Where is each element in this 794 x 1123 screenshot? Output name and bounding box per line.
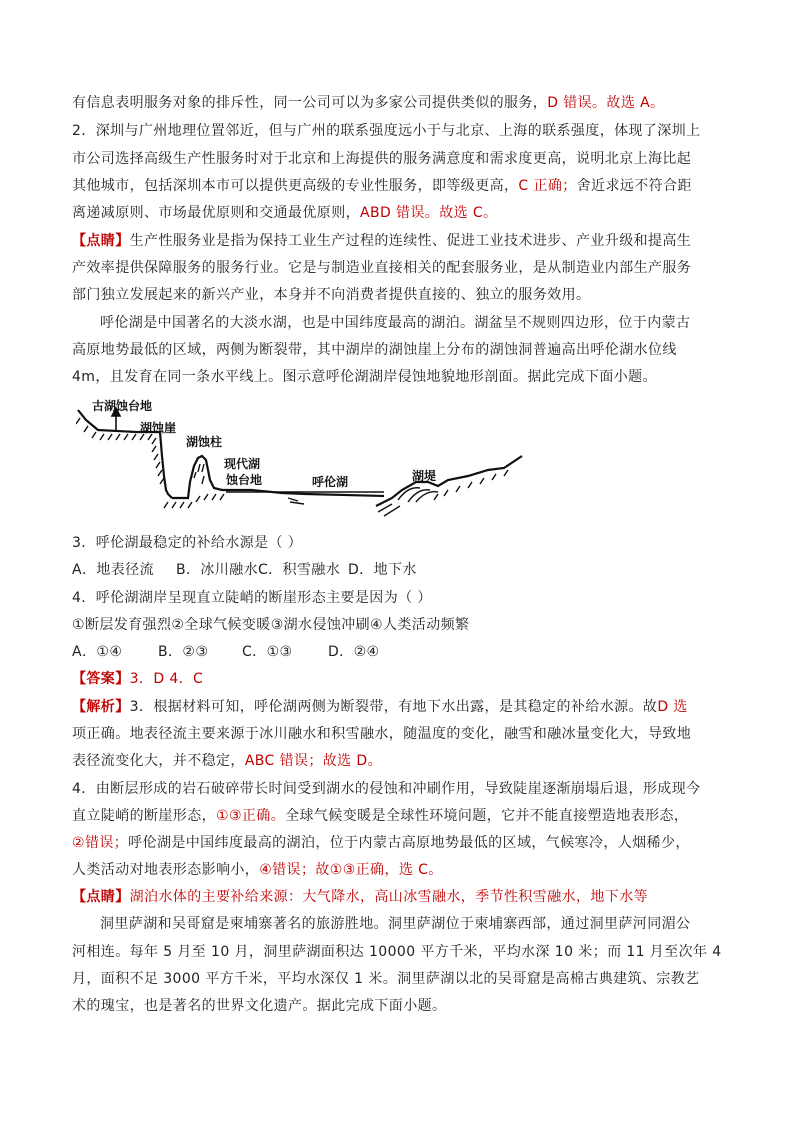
passage-1-line-3: 4m，且发育在同一条水平线上。图示意呼伦湖湖岸侵蚀地貌地形剖面。据此完成下面小题。 xyxy=(72,369,657,385)
analysis-tag: 【解析】 xyxy=(72,699,130,715)
passage-2-line-2: 河相连。每年 5 月至 10 月，洞里萨湖面积达 10000 平方千米，平均水深 10 米；而 11 月至次年 4 xyxy=(72,944,722,960)
label-pillar: 湖蚀柱 xyxy=(186,435,223,449)
analysis-line-5: 直立陡峭的断崖形态，①③正确。全球气候变暖是全球性环境问题，它并不能直接塑造地表形态， xyxy=(72,808,689,824)
analysis-line-7: 人类活动对地表形态影响小，④错误；故①③正确，选 C。 xyxy=(72,862,443,878)
passage-2-line-3: 月，面积不足 3000 平方千米，平均水深仅 1 米。洞里萨湖以北的吴哥窟是高棉古典建筑、宗教艺 xyxy=(72,971,700,987)
lake-erosion-profile-diagram xyxy=(76,398,526,523)
answer-tag: 【答案】 xyxy=(72,671,130,687)
passage-1-line-1: 呼伦湖是中国著名的大淡水湖，也是中国纬度最高的湖泊。湖盆呈不规则四边形，位于内蒙古 xyxy=(100,315,691,331)
analysis-line-4: 4．由断层形成的岩石破碎带长时间受到湖水的侵蚀和冲刷作用，导致陡崖逐渐崩塌后退，形成现今 xyxy=(72,781,701,797)
option-b[interactable]: B．冰川融水 xyxy=(176,562,259,578)
label-hulun-lake: 呼伦湖 xyxy=(312,475,349,489)
answer-line-1: 有信息表明服务对象的排斥性，同一公司可以为多家公司提供类似的服务，D 错误。故选 A。 xyxy=(72,95,665,111)
question-4-stem: 4．呼伦湖湖岸呈现直立陡峭的断崖形态主要是因为（ ） xyxy=(72,590,432,606)
label-modern-platform-2: 蚀台地 xyxy=(226,473,263,487)
option-b[interactable]: B．②③ xyxy=(158,644,209,660)
label-cliff: 湖蚀崖 xyxy=(140,421,177,435)
answer-line-3: 市公司选择高级生产性服务时对于北京和上海提供的服务满意度和需求度更高，说明北京上海比起 xyxy=(72,151,692,167)
analysis-line-1: 【解析】3．根据材料可知，呼伦湖两侧为断裂带，有地下水出露，是其稳定的补给水源。故D 选 xyxy=(72,699,688,715)
question-4-items: ①断层发育强烈②全球气候变暖③湖水侵蚀冲刷④人类活动频繁 xyxy=(72,617,470,633)
passage-1-line-2: 高原地势最低的区域，两侧为断裂带，其中湖岸的湖蚀崖上分布的湖蚀洞普遍高出呼伦湖水位线 xyxy=(72,342,677,358)
note-2-line: 【点睛】湖泊水体的主要补给来源：大气降水，高山冰雪融水，季节性积雪融水，地下水等 xyxy=(72,889,649,905)
answer-line-5: 离递减原则、市场最优原则和交通最优原则，ABD 错误。故选 C。 xyxy=(72,205,498,221)
option-c[interactable]: C．积雪融水 xyxy=(258,562,341,578)
option-c[interactable]: C．①③ xyxy=(242,644,293,660)
note-tag: 【点睛】 xyxy=(72,889,130,905)
option-a[interactable]: A．①④ xyxy=(72,644,123,660)
analysis-line-2: 项正确。地表径流主要来源于冰川融水和积雪融水，随温度的变化，融雪和融冰量变化大，导致地 xyxy=(72,726,692,742)
option-d[interactable]: D．②④ xyxy=(328,644,380,660)
answer-line-4: 其他城市，包括深圳本市可以提供更高级的专业性服务，即等级更高，C 正确；舍近求远不符合距 xyxy=(72,178,692,194)
passage-2-line-4: 术的瑰宝，也是著名的世界文化遗产。据此完成下面小题。 xyxy=(72,998,447,1014)
answer-line-2: 2．深圳与广州地理位置邻近，但与广州的联系强度远小于与北京、上海的联系强度，体现了深圳上 xyxy=(72,123,701,139)
note-tag: 【点睛】 xyxy=(72,233,130,249)
label-ancient-platform: 古湖蚀台地 xyxy=(92,399,153,413)
note-1-line-3: 部门独立发展起来的新兴产业，本身并不向消费者提供直接的、独立的服务效用。 xyxy=(72,287,591,303)
option-a[interactable]: A．地表径流 xyxy=(72,562,154,578)
label-modern-platform-1: 现代湖 xyxy=(224,457,261,471)
note-1-line-1: 【点睛】生产性服务业是指为保持工业生产过程的连续性、促进工业技术进步、产业升级和提高生 xyxy=(72,233,692,249)
analysis-line-6: ②错误；呼伦湖是中国纬度最高的湖泊，位于内蒙古高原地势最低的区域，气候寒冷，人烟稀少， xyxy=(72,835,690,851)
label-lake-dike: 湖堤 xyxy=(412,469,437,483)
answer-line: 【答案】3．D 4．C xyxy=(72,671,204,687)
analysis-line-3: 表径流变化大，并不稳定，ABC 错误；故选 D。 xyxy=(72,753,383,769)
passage-2-line-1: 洞里萨湖和吴哥窟是柬埔寨著名的旅游胜地。洞里萨湖位于柬埔寨西部，通过洞里萨河同湄公 xyxy=(100,916,691,932)
option-d[interactable]: D．地下水 xyxy=(348,562,417,578)
question-3-stem: 3．呼伦湖最稳定的补给水源是（ ） xyxy=(72,535,303,551)
note-1-line-2: 产效率提供保障服务的服务行业。它是与制造业直接相关的配套服务业，是从制造业内部生产服务 xyxy=(72,260,692,276)
